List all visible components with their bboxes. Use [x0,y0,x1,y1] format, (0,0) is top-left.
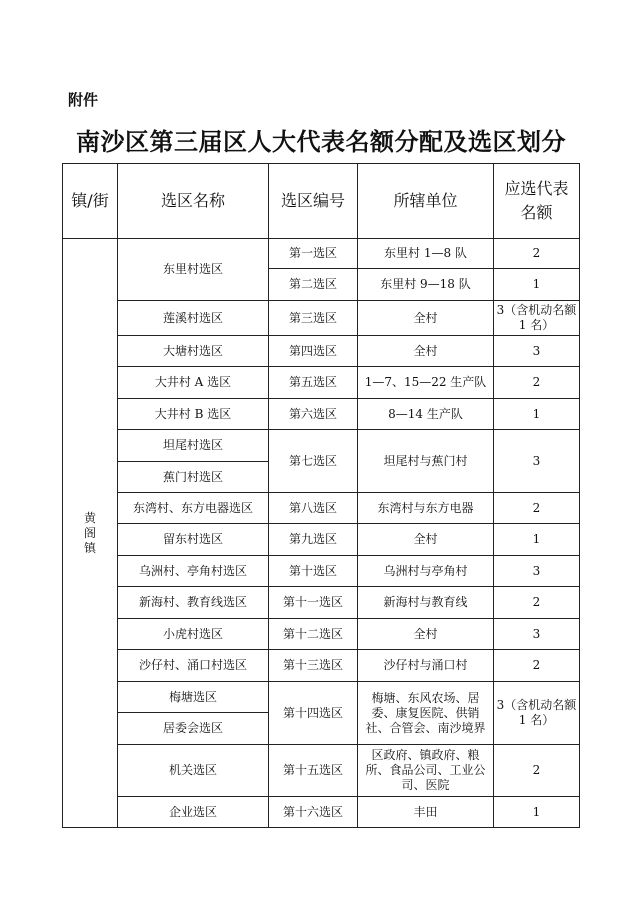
table-row [63,301,580,336]
table-row [63,239,580,269]
quota: 3 [494,556,580,587]
district-name: 留东村选区 [118,524,269,556]
town-char: 镇 [83,540,96,555]
town-cell [63,239,118,828]
quota: 2 [494,587,580,619]
district-number: 第一选区 [269,239,358,269]
district-number: 第二选区 [269,269,358,301]
district-name: 企业选区 [118,797,269,828]
quota: 3（含机动名额 1 名） [494,301,580,336]
quota: 2 [494,745,580,797]
header-district-number: 选区编号 [269,164,358,239]
attachment-label: 附件 [68,91,99,109]
district-name: 居委会选区 [118,713,269,745]
district-number: 第七选区 [269,430,358,493]
district-name: 东湾村、东方电器选区 [118,493,269,524]
district-number: 第十六选区 [269,797,358,828]
district-number: 第十四选区 [269,682,358,745]
table-row [63,650,580,682]
table-row [63,797,580,828]
quota: 3 [494,430,580,493]
town-char: 阁 [83,525,96,540]
jurisdiction: 新海村与教育线 [358,587,494,619]
table-row [63,430,580,462]
header-row [63,164,580,239]
page-title: 南沙区第三届区人大代表名额分配及选区划分 [76,127,566,156]
quota: 3 [494,336,580,367]
header-jurisdiction: 所辖单位 [358,164,494,239]
jurisdiction: 东里村 1—8 队 [358,239,494,269]
district-number: 第十三选区 [269,650,358,682]
jurisdiction: 坦尾村与蕉门村 [358,430,494,493]
quota: 2 [494,493,580,524]
quota: 1 [494,269,580,301]
district-number: 第八选区 [269,493,358,524]
jurisdiction: 8—14 生产队 [358,399,494,430]
district-number: 第十二选区 [269,619,358,650]
jurisdiction: 全村 [358,524,494,556]
quota: 1 [494,797,580,828]
district-number: 第十五选区 [269,745,358,797]
district-name: 新海村、教育线选区 [118,587,269,619]
header-quota [494,164,580,239]
district-number: 第五选区 [269,367,358,399]
district-number: 第四选区 [269,336,358,367]
district-name: 机关选区 [118,745,269,797]
quota: 2 [494,367,580,399]
district-name: 乌洲村、亭角村选区 [118,556,269,587]
table-row [63,399,580,430]
jurisdiction: 乌洲村与亭角村 [358,556,494,587]
jurisdiction: 区政府、镇政府、粮所、食品公司、工业公司、医院 [358,745,494,797]
quota: 2 [494,650,580,682]
district-name: 梅塘选区 [118,682,269,713]
jurisdiction: 全村 [358,619,494,650]
district-number: 第三选区 [269,301,358,336]
district-name: 莲溪村选区 [118,301,269,336]
district-name: 蕉门村选区 [118,462,269,493]
table-row [63,336,580,367]
district-name: 东里村选区 [118,239,269,301]
quota: 1 [494,399,580,430]
town-char: 黄 [83,510,96,525]
quota: 3（含机动名额 1 名） [494,682,580,745]
district-name: 小虎村选区 [118,619,269,650]
table-row [63,587,580,619]
table-row [63,745,580,797]
district-name: 大井村 A 选区 [118,367,269,399]
district-number: 第十一选区 [269,587,358,619]
jurisdiction: 1—7、15—22 生产队 [358,367,494,399]
table-row [63,682,580,713]
quota: 1 [494,524,580,556]
table-row [63,493,580,524]
quota: 2 [494,239,580,269]
table-row [63,556,580,587]
district-number: 第六选区 [269,399,358,430]
jurisdiction: 丰田 [358,797,494,828]
district-number: 第九选区 [269,524,358,556]
jurisdiction: 全村 [358,301,494,336]
jurisdiction: 东里村 9—18 队 [358,269,494,301]
header-quota-line2: 名额 [520,203,553,222]
header-town: 镇/街 [63,164,118,239]
allocation-table [62,163,580,828]
table-row [63,619,580,650]
district-number: 第十选区 [269,556,358,587]
district-name: 大塘村选区 [118,336,269,367]
district-name: 坦尾村选区 [118,430,269,462]
district-name: 大井村 B 选区 [118,399,269,430]
jurisdiction: 梅塘、东风农场、居委、康复医院、供销社、合管会、南沙境界 [358,682,494,745]
header-district-name: 选区名称 [118,164,269,239]
jurisdiction: 全村 [358,336,494,367]
jurisdiction: 沙仔村与涌口村 [358,650,494,682]
district-name: 沙仔村、涌口村选区 [118,650,269,682]
table-row [63,367,580,399]
jurisdiction: 东湾村与东方电器 [358,493,494,524]
quota: 3 [494,619,580,650]
table-row [63,524,580,556]
header-quota-line1: 应选代表 [504,179,569,198]
